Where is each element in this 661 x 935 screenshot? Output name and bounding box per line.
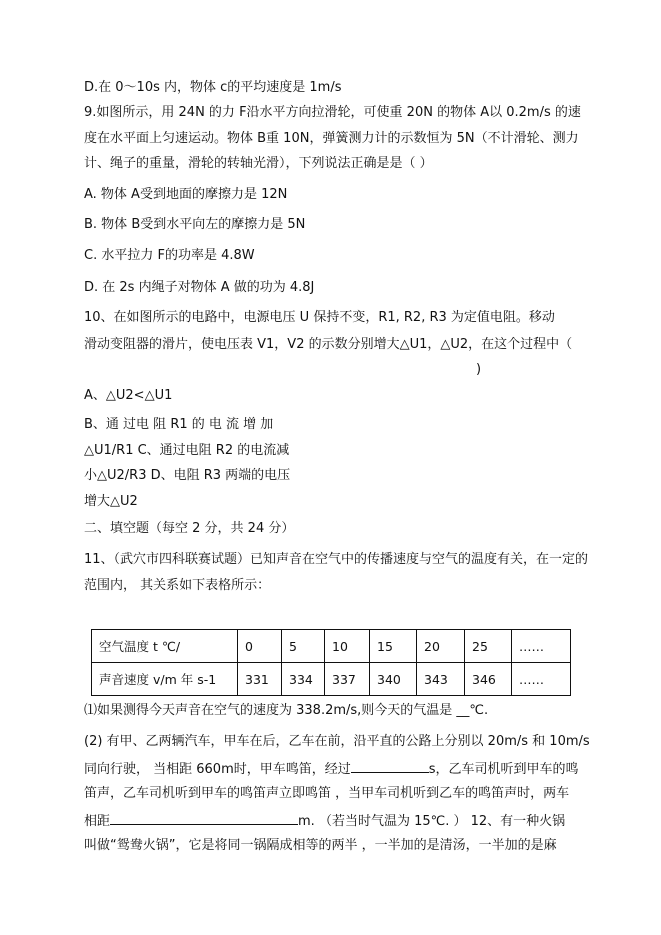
q11-stem-line2: 范围内， 其关系如下表格所示： [84,578,271,593]
table-cell: 340 [370,663,417,696]
q9-option-d: D. 在 2s 内绳子对物体 A 做的功为 4.8J [84,280,315,295]
q10-stem-line1: 10、在如图所示的电路中，电源电压 U 保持不变，R1, R2, R3 为定值电阻。移动 [84,310,555,325]
table-cell: 25 [465,630,512,663]
q11-part2-line2 [84,760,579,778]
q11-part1: ⑴如果测得今天声音在空气的速度为 338.2m/s,则今天的气温是 __℃. [84,703,489,718]
q11-part2-line4 [84,812,565,830]
q10-option-d: 小△U2/R3 D、电阻 R3 两端的电压 [84,468,291,483]
table-cell: 10 [325,630,370,663]
q10-stem-line2: 滑动变阻器的滑片，使电压表 V1，V2 的示数分别增大△U1，△U2，在这个过程中（ [84,337,573,352]
table-cell: 15 [370,630,417,663]
table-cell: 5 [282,630,325,663]
q10-stem-line3: ) [476,362,482,377]
q9-option-c: C. 水平拉力 F的功率是 4.8W [84,248,255,263]
q10-option-a: A、△U2<△U1 [84,388,173,403]
table-cell: 20 [417,630,465,663]
q8-option-d: D.在 0～10s 内，物体 c的平均速度是 1m/s [84,80,342,95]
q10-option-d-cont: 增大△U2 [84,494,138,509]
q11-part2-text: m. （若当时气温为 15℃. ） 12、有一种火锅 [298,814,566,829]
table-row [92,630,571,663]
q11-part2-text: 同向行驶， 当相距 660m时，甲车鸣笛，经过 [84,762,351,777]
table-cell: 334 [282,663,325,696]
q9-stem-line3: 计、绳子的重量，滑轮的转轴光滑），下列说法正确是是（ ） [84,156,433,171]
table-row [92,663,571,696]
q11-part2-text: s，乙车司机听到甲车的鸣 [428,762,579,777]
q12-stem-line1: 叫做“鸳鸯火锅”，它是将同一锅隔成相等的两半 ，一半加的是清汤，一半加的是麻 [84,838,557,853]
q9-stem-line1: 9.如图所示，用 24N 的力 F沿水平方向拉滑轮，可使重 20N 的物体 A以 0.2m/s 的速 [84,105,581,120]
q10-option-b: B、通 过电 阻 R1 的 电 流 增 加 [84,417,274,432]
q11-part2-line3: 笛声，乙车司机听到甲车的鸣笛声立即鸣笛 ，当甲车司机听到乙车的鸣笛声时，两车 [84,786,570,801]
answer-blank[interactable] [110,812,298,825]
q11-part2-line1: (2) 有甲、乙两辆汽车，甲车在后，乙车在前，沿平直的公路上分别以 20m/s 和 10m/s [84,734,590,749]
table-cell: …… [512,663,571,696]
table-cell: 346 [465,663,512,696]
q11-part2-text: 相距 [84,814,111,829]
sound-speed-table [91,629,571,696]
section-2-heading: 二、填空题（每空 2 分，共 24 分） [84,521,295,536]
table-cell: 343 [417,663,465,696]
answer-blank[interactable] [351,760,429,773]
table-cell: 空气温度 t ℃/ [92,630,238,663]
table-cell: 声音速度 v/m 年 s-1 [92,663,238,696]
q11-stem-line1: 11、（武穴市四科联赛试题）已知声音在空气中的传播速度与空气的温度有关，在一定的 [84,552,589,567]
table-cell: …… [512,630,571,663]
table-cell: 0 [238,630,282,663]
q10-option-c: △U1/R1 C、通过电阻 R2 的电流减 [84,443,290,458]
q9-stem-line2: 度在水平面上匀速运动。物体 B重 10N，弹簧测力计的示数恒为 5N（不计滑轮、测力 [84,131,579,146]
table-cell: 331 [238,663,282,696]
q9-option-b: B. 物体 B受到水平向左的摩擦力是 5N [84,217,306,232]
table-cell: 337 [325,663,370,696]
q9-option-a: A. 物体 A受到地面的摩擦力是 12N [84,187,288,202]
